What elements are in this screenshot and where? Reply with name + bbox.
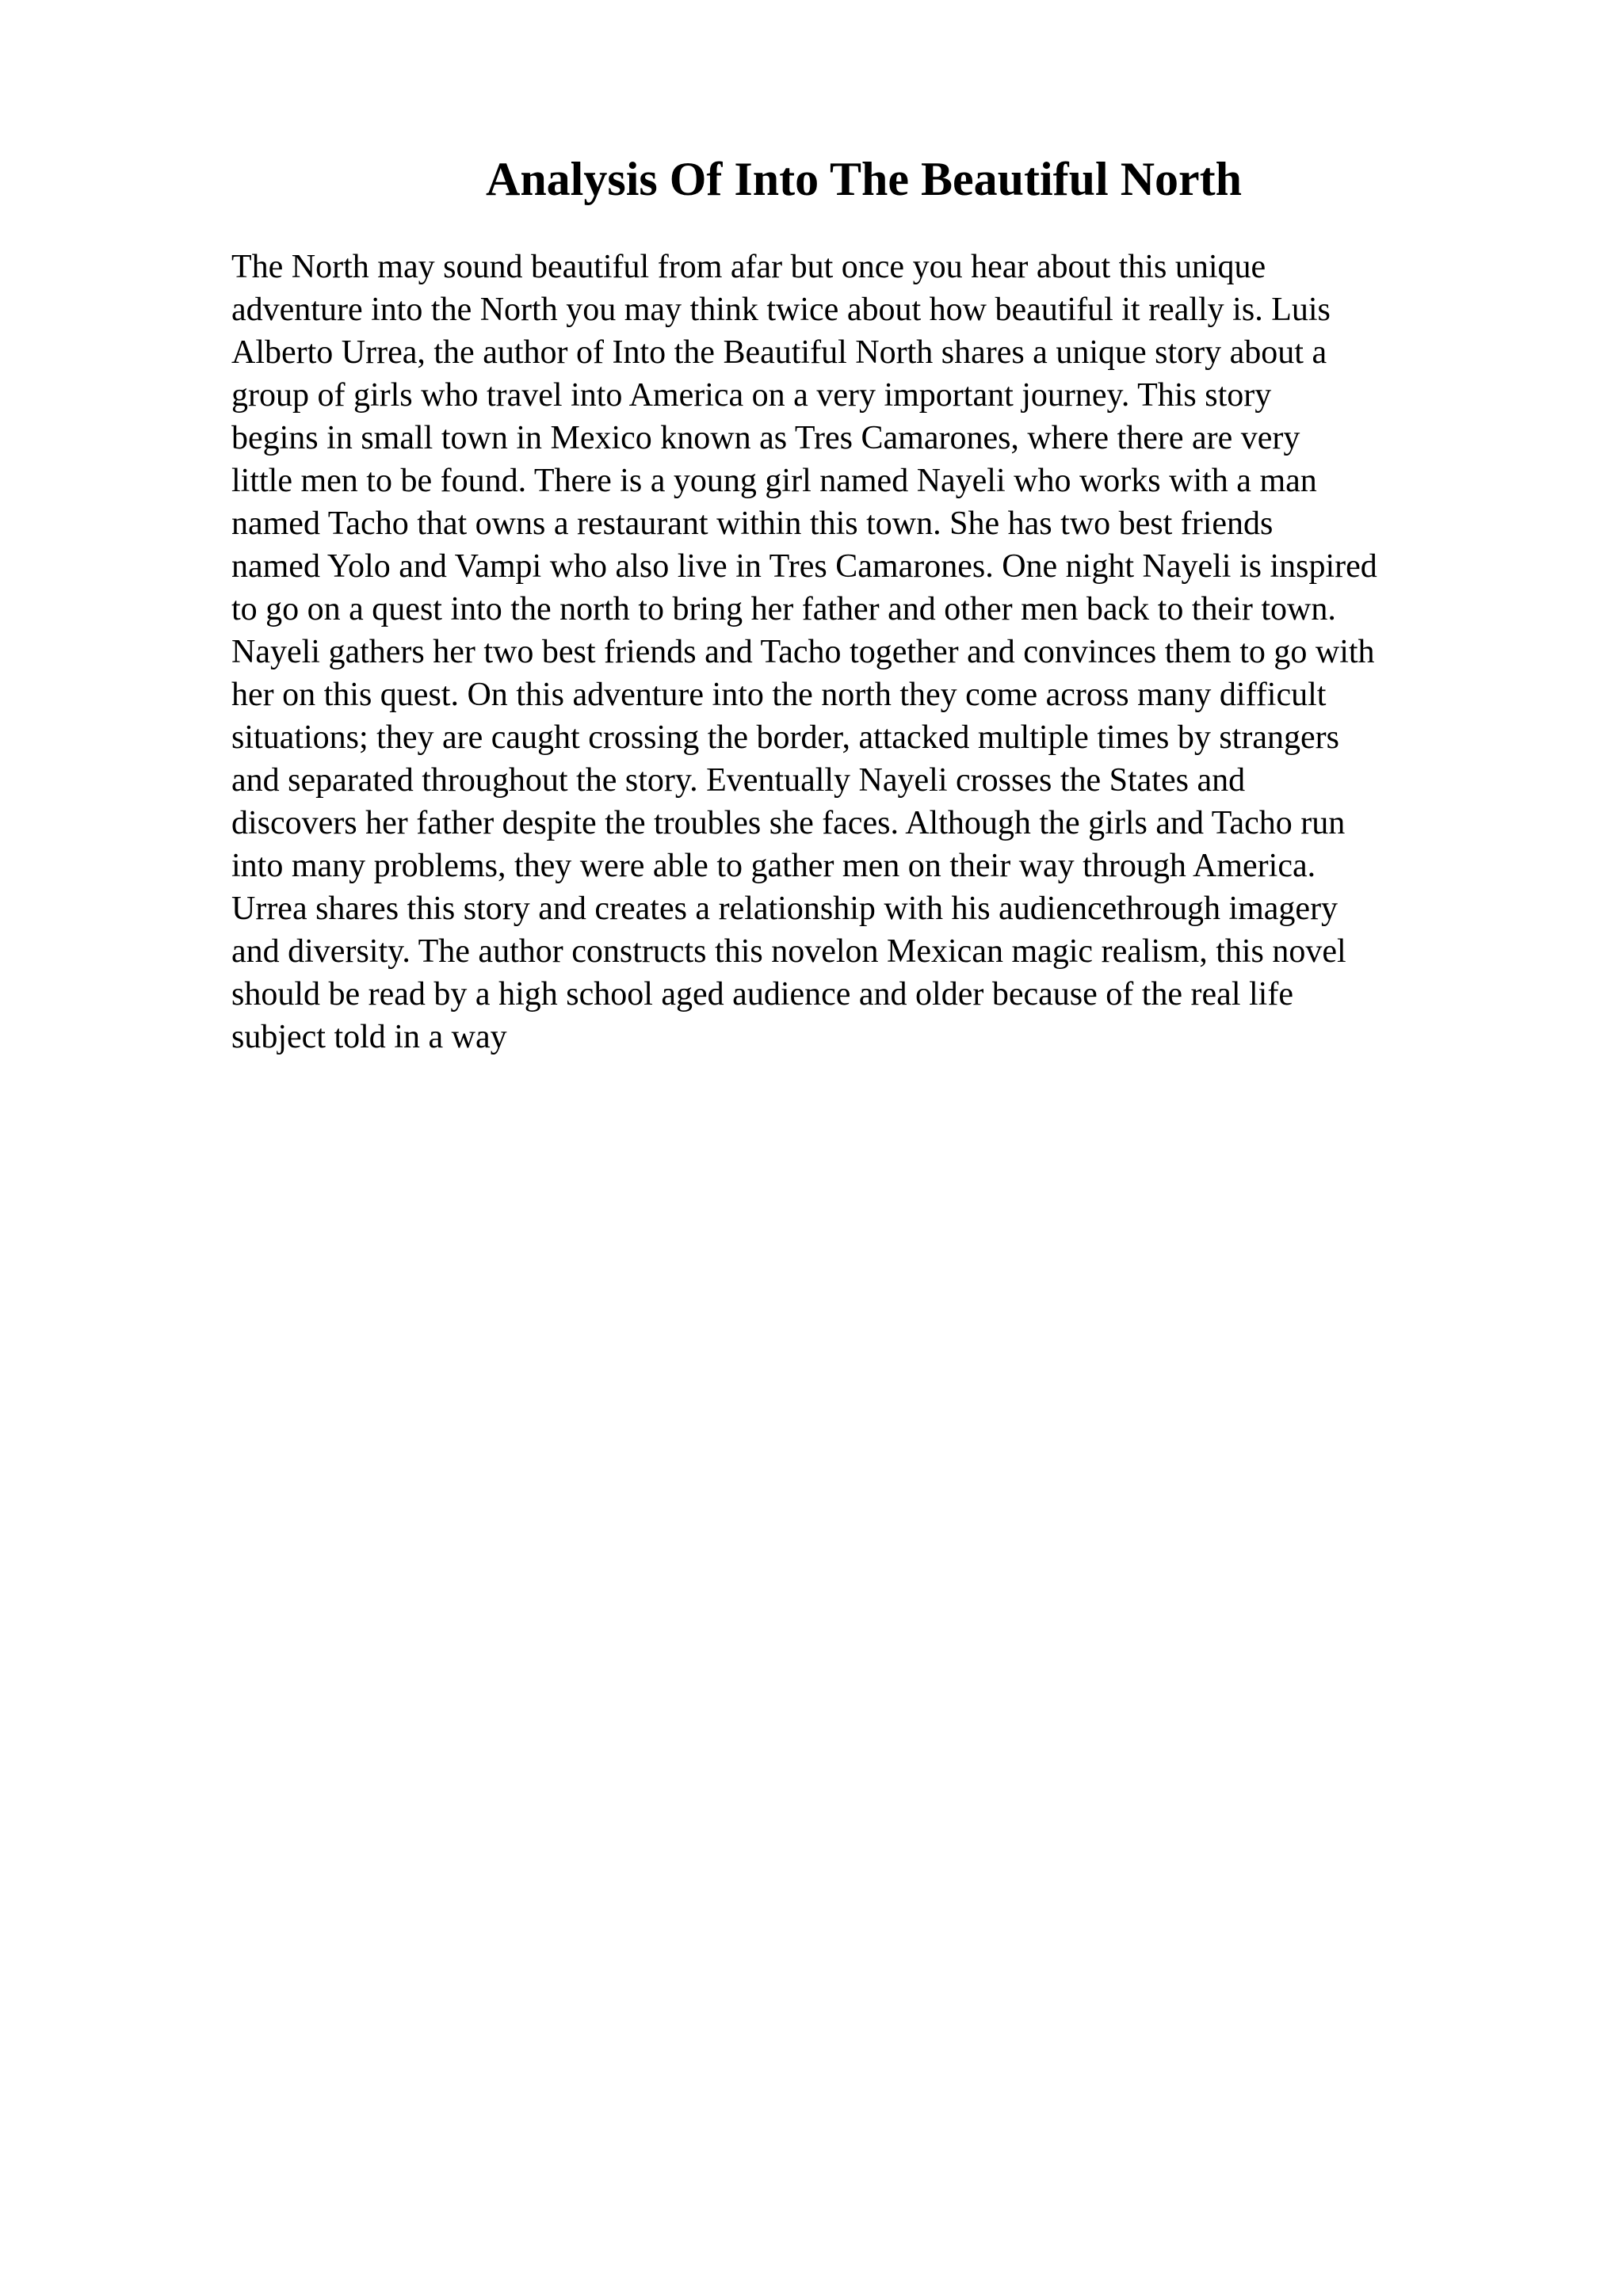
body-line: should be read by a high school aged audience and older because of the real life (231, 976, 1293, 1013)
body-line: and diversity. The author constructs this novelon Mexican magic realism, this novel (231, 933, 1346, 970)
body-line: little men to be found. There is a young girl named Nayeli who works with a man (231, 463, 1317, 499)
body-line: Nayeli gathers her two best friends and Tacho together and convinces them to go with (231, 634, 1375, 670)
body-line: Urrea shares this story and creates a relationship with his audiencethrough imagery (231, 891, 1338, 927)
body-line: her on this quest. On this adventure into the north they come across many difficult (231, 677, 1327, 713)
body-line: and separated throughout the story. Eventually Nayeli crosses the States and (231, 762, 1246, 799)
body-line: subject told in a way (231, 1019, 507, 1055)
body-line: to go on a quest into the north to bring her father and other men back to their town. (231, 591, 1336, 627)
body-line: The North may sound beautiful from afar but once you hear about this unique (231, 249, 1266, 285)
body-line: discovers her father despite the troubles she faces. Although the girls and Tacho run (231, 805, 1346, 841)
body-line: adventure into the North you may think twice about how beautiful it really is. Luis (231, 292, 1331, 328)
body-line: group of girls who travel into America on a very important journey. This story (231, 377, 1272, 414)
body-line: into many problems, they were able to gather men on their way through America. (231, 848, 1316, 884)
body-line: Alberto Urrea, the author of Into the Beautiful North shares a unique story about a (231, 334, 1327, 371)
document-body (231, 246, 1594, 1058)
body-line: situations; they are caught crossing the border, attacked multiple times by strangers (231, 719, 1339, 756)
body-line: begins in small town in Mexico known as Tres Camarones, where there are very (231, 420, 1300, 456)
body-line: named Yolo and Vampi who also live in Tres Camarones. One night Nayeli is inspired (231, 548, 1377, 585)
document-title: Analysis Of Into The Beautiful North (485, 153, 1243, 205)
body-line: named Tacho that owns a restaurant within this town. She has two best friends (231, 505, 1274, 542)
